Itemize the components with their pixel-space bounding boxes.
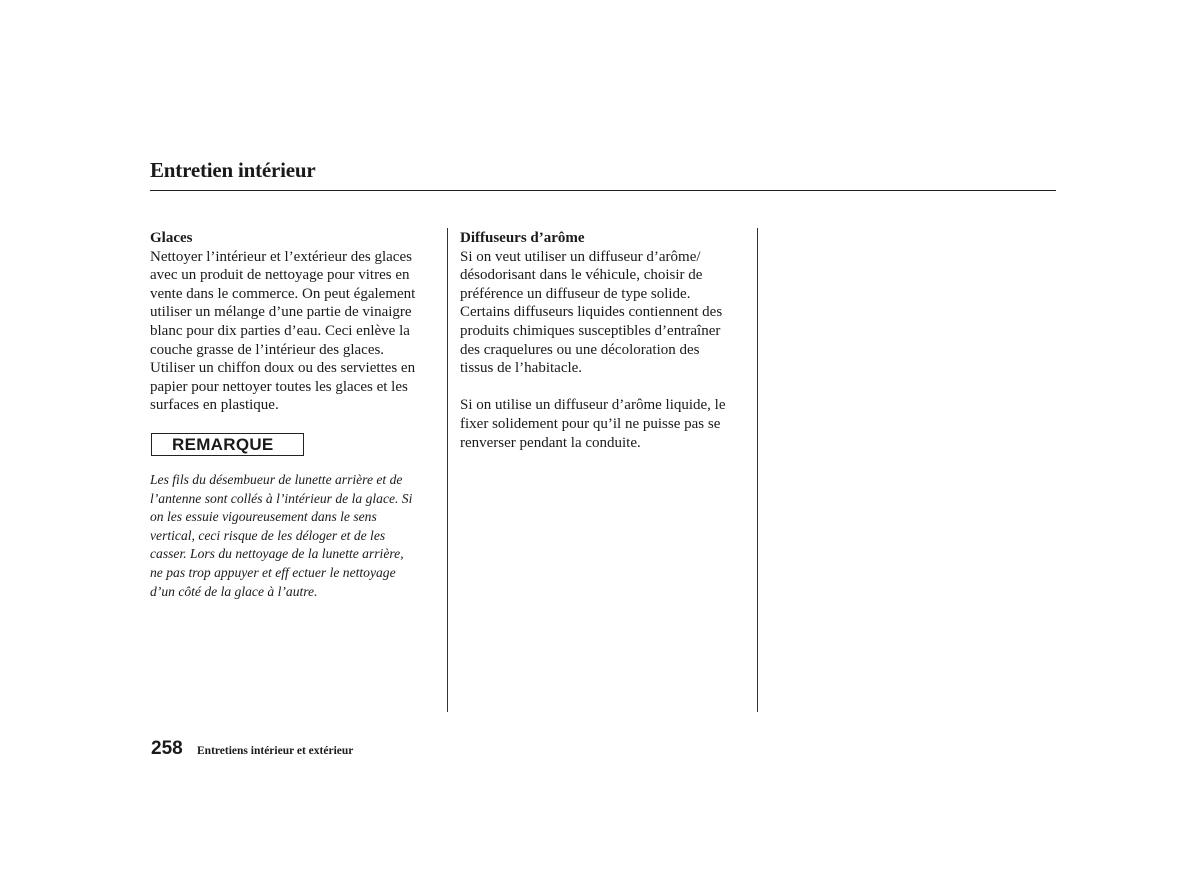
notice-text: Les fils du désembueur de lunette arrière et de l’antenne sont collés à l’intérieur de la glace. Si on les essuie vigoureusement dans le sens vertical, ceci risque de les déloger et de les casser. Lors du nettoyage de la lunette arrière, ne pas trop appuyer et eff ectuer le nettoyage d’un côté de la glace à l’autre.: [150, 472, 413, 599]
left-column: [150, 229, 442, 415]
notice-box: [151, 433, 304, 456]
section-heading-glaces: Glaces: [150, 230, 193, 246]
diffuseurs-paragraph-2: Si on utilise un diffuseur d’arôme liquide, le fixer solidement pour qu’il ne puisse pas se renverser pendant la conduite.: [460, 397, 726, 451]
footer-section-name: Entretiens intérieur et extérieur: [197, 745, 354, 757]
page-title: Entretien intérieur: [150, 158, 316, 182]
section-heading-diffuseurs: Diffuseurs d’arôme: [460, 230, 585, 246]
glaces-paragraph: Nettoyer l’intérieur et l’extérieur des glaces avec un produit de nettoyage pour vitres en vente dans le commerce. On peut également utiliser un mélange d’une partie de vinaigre blanc pour dix parties d’eau. Ceci enlève la couche grasse de l’intérieur des glaces. Utiliser un chiffon doux ou des serviettes en papier pour nettoyer toutes les glaces et les surfaces en plastique.: [150, 248, 416, 414]
notice-label: REMARQUE: [172, 435, 274, 454]
page-number: 258: [151, 738, 183, 759]
column-divider: [447, 228, 448, 712]
title-divider: [150, 190, 1056, 191]
column-divider: [757, 228, 758, 712]
right-column: [460, 229, 752, 452]
diffuseurs-paragraph-1: Si on veut utiliser un diffuseur d’arôme/ désodorisant dans le véhicule, choisir de préférence un diffuseur de type solide. Certains diffuseurs liquides contiennent des produits chimiques susceptibles d’entraîner des craquelures ou une décoloration des tissus de l’habitacle.: [460, 248, 723, 377]
